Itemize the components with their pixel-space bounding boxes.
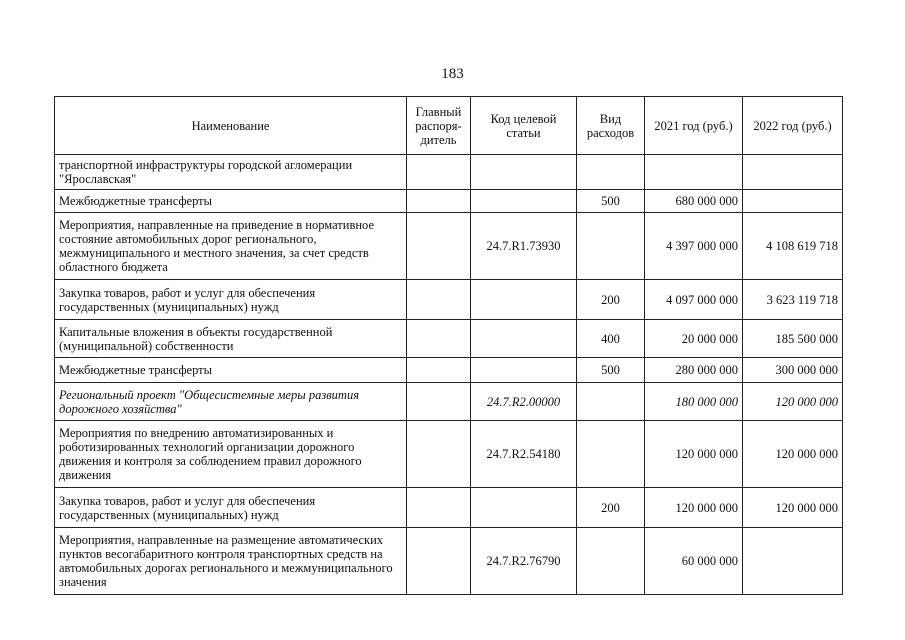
row-2022 <box>743 528 843 595</box>
row-admin <box>407 320 471 358</box>
row-type <box>577 421 645 488</box>
row-admin <box>407 190 471 213</box>
row-name: Закупка товаров, работ и услуг для обеспечения государственных (муниципальных) нужд <box>55 488 407 528</box>
row-code: 24.7.R1.73930 <box>471 213 577 280</box>
row-code: 24.7.R2.76790 <box>471 528 577 595</box>
header-type: Вид расходов <box>577 97 645 155</box>
row-type <box>577 383 645 421</box>
row-name: транспортной инфраструктуры городской агломерации "Ярославская" <box>55 155 407 190</box>
row-name: Мероприятия, направленные на размещение автоматических пунктов весогабаритного контроля транспортных средств на автомобильных дорогах регионального и межмуниципального значения <box>55 528 407 595</box>
row-name: Межбюджетные трансферты <box>55 358 407 383</box>
row-2022 <box>743 155 843 190</box>
table-row <box>55 280 843 320</box>
page-number: 183 <box>441 66 464 82</box>
row-name: Капитальные вложения в объекты государственной (муниципальной) собственности <box>55 320 407 358</box>
row-name: Межбюджетные трансферты <box>55 190 407 213</box>
table-row <box>55 213 843 280</box>
table-row <box>55 190 843 213</box>
row-type <box>577 155 645 190</box>
row-name: Закупка товаров, работ и услуг для обеспечения государственных (муниципальных) нужд <box>55 280 407 320</box>
row-2021: 120 000 000 <box>645 488 743 528</box>
row-admin <box>407 213 471 280</box>
row-type <box>577 528 645 595</box>
row-type: 200 <box>577 488 645 528</box>
row-2022: 4 108 619 718 <box>743 213 843 280</box>
row-2021: 280 000 000 <box>645 358 743 383</box>
table-row <box>55 320 843 358</box>
row-admin <box>407 488 471 528</box>
header-2022: 2022 год (руб.) <box>743 97 843 155</box>
row-2022: 120 000 000 <box>743 421 843 488</box>
row-type: 400 <box>577 320 645 358</box>
row-type: 500 <box>577 190 645 213</box>
row-type <box>577 213 645 280</box>
row-code: 24.7.R2.00000 <box>471 383 577 421</box>
table-row <box>55 155 843 190</box>
row-2022: 3 623 119 718 <box>743 280 843 320</box>
header-code: Код целевой статьи <box>471 97 577 155</box>
budget-table <box>54 96 843 595</box>
row-code: 24.7.R2.54180 <box>471 421 577 488</box>
row-name: Региональный проект "Общесистемные меры развития дорожного хозяйства" <box>55 383 407 421</box>
row-code <box>471 155 577 190</box>
table-row <box>55 421 843 488</box>
row-admin <box>407 421 471 488</box>
row-2021: 60 000 000 <box>645 528 743 595</box>
row-2022 <box>743 190 843 213</box>
row-2021: 4 097 000 000 <box>645 280 743 320</box>
row-2022: 300 000 000 <box>743 358 843 383</box>
row-2022: 120 000 000 <box>743 488 843 528</box>
row-admin <box>407 155 471 190</box>
row-name: Мероприятия, направленные на приведение в нормативное состояние автомобильных дорог регионального, межмуниципального и местного значения, за счет средств областного бюджета <box>55 213 407 280</box>
row-2021: 680 000 000 <box>645 190 743 213</box>
row-2022: 185 500 000 <box>743 320 843 358</box>
row-2022: 120 000 000 <box>743 383 843 421</box>
header-2021: 2021 год (руб.) <box>645 97 743 155</box>
row-code <box>471 280 577 320</box>
row-2021: 180 000 000 <box>645 383 743 421</box>
row-admin <box>407 383 471 421</box>
row-admin <box>407 528 471 595</box>
row-code <box>471 320 577 358</box>
row-type: 500 <box>577 358 645 383</box>
table-row <box>55 488 843 528</box>
table-header-row <box>55 97 843 155</box>
row-2021: 4 397 000 000 <box>645 213 743 280</box>
table-row <box>55 358 843 383</box>
row-code <box>471 488 577 528</box>
header-admin: Главный распоря-дитель <box>407 97 471 155</box>
table-row <box>55 528 843 595</box>
row-code <box>471 190 577 213</box>
row-admin <box>407 358 471 383</box>
row-code <box>471 358 577 383</box>
header-name: Наименование <box>55 97 407 155</box>
row-name: Мероприятия по внедрению автоматизированных и роботизированных технологий организации дорожного движения и контроля за соблюдением правил дорожного движения <box>55 421 407 488</box>
table-row <box>55 383 843 421</box>
row-2021: 20 000 000 <box>645 320 743 358</box>
row-2021 <box>645 155 743 190</box>
row-type: 200 <box>577 280 645 320</box>
row-2021: 120 000 000 <box>645 421 743 488</box>
row-admin <box>407 280 471 320</box>
